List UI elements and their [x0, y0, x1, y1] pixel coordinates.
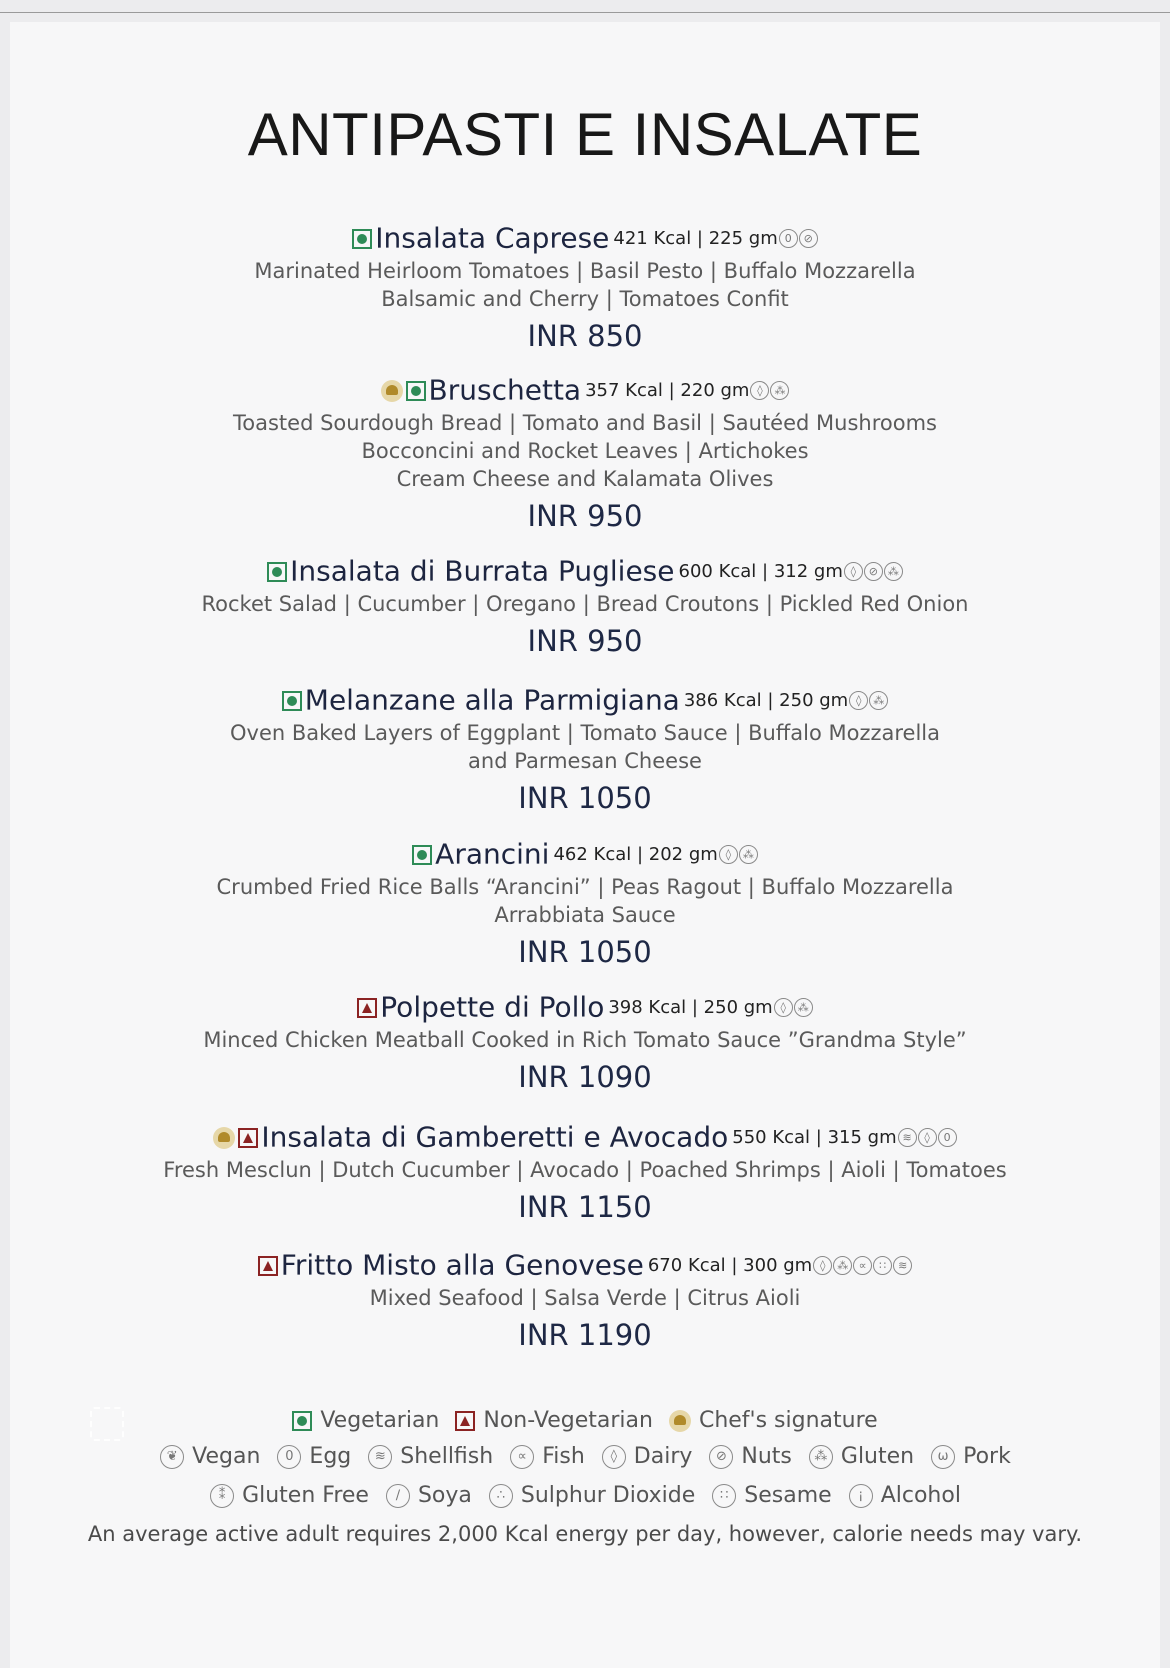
- dish-name: Fritto Misto alla Genovese: [280, 1248, 644, 1282]
- chef-signature-icon: [381, 380, 403, 402]
- dish-description-line: Arrabbiata Sauce: [494, 902, 676, 927]
- dish-header: [10, 1119, 1160, 1156]
- dish-item: [10, 1119, 1160, 1225]
- dish-description-line: Crumbed Fried Rice Balls “Arancini” | Peas Ragout | Buffalo Mozzarella: [216, 874, 954, 899]
- menu-page: [10, 22, 1160, 1668]
- allergen-legend-row-1: [10, 1443, 1160, 1469]
- gluten-icon: ⁂: [794, 998, 813, 1017]
- gluten-icon: ⁂: [809, 1445, 833, 1469]
- gluten-free-icon: ⁑: [210, 1484, 234, 1508]
- non-veg-symbol-icon: [258, 1256, 278, 1276]
- veg-symbol-icon: [352, 229, 372, 249]
- dish-description-line: Fresh Mesclun | Dutch Cucumber | Avocado | Poached Shrimps | Aioli | Tomatoes: [163, 1157, 1007, 1182]
- dish-name: Melanzane alla Parmigiana: [304, 683, 680, 717]
- dish-price: INR 1190: [518, 1317, 652, 1352]
- allergen-legend-row-2: [10, 1482, 1160, 1508]
- dish-description-line: Mixed Seafood | Salsa Verde | Citrus Aioli: [369, 1285, 801, 1310]
- page-title: ANTIPASTI E INSALATE: [247, 101, 923, 168]
- dish-item: [10, 220, 1160, 354]
- dish-price: INR 1050: [518, 934, 652, 969]
- veg-symbol-icon: [412, 845, 432, 865]
- non-veg-symbol-icon: [455, 1411, 475, 1431]
- dish-description-line: Rocket Salad | Cucumber | Oregano | Bread Croutons | Pickled Red Onion: [201, 591, 969, 616]
- legend-label: Vegan: [192, 1443, 261, 1469]
- fish-icon: ∝: [510, 1445, 534, 1469]
- dish-nutrition: 421 Kcal | 225 gm: [613, 227, 778, 249]
- gluten-icon: ⁂: [739, 845, 758, 864]
- dish-header: [10, 836, 1160, 873]
- dish-name: Insalata di Gamberetti e Avocado: [261, 1120, 729, 1154]
- legend-item-egg: [276, 1444, 351, 1469]
- dish-nutrition: 386 Kcal | 250 gm: [683, 689, 849, 711]
- legend-item-gluten-free: [209, 1483, 369, 1508]
- dish-description-line: Oven Baked Layers of Eggplant | Tomato Sauce | Buffalo Mozzarella: [229, 720, 940, 745]
- dish-description-line: Cream Cheese and Kalamata Olives: [396, 466, 774, 491]
- dish-header: [10, 220, 1160, 257]
- legend-label: Shellfish: [400, 1443, 494, 1469]
- legend-label: Sesame: [744, 1482, 832, 1508]
- shellfish-icon: ≋: [893, 1256, 912, 1275]
- sesame-icon: ∷: [712, 1484, 736, 1508]
- top-divider: [0, 12, 1170, 13]
- shellfish-icon: ≋: [898, 1128, 917, 1147]
- dairy-icon: ◊: [844, 562, 863, 581]
- dish-name: Arancini: [435, 837, 550, 871]
- nuts-icon: ⊘: [709, 1445, 733, 1469]
- legend-item-pork: [930, 1444, 1011, 1469]
- sulphur-dioxide-icon: ∴: [489, 1484, 513, 1508]
- alcohol-icon: ¡: [849, 1484, 873, 1508]
- egg-icon: 0: [779, 229, 798, 248]
- dish-item: [10, 682, 1160, 816]
- gluten-icon: ⁂: [869, 691, 888, 710]
- dish-price: INR 1090: [518, 1059, 652, 1094]
- legend-item-nonveg: [455, 1408, 653, 1433]
- legend-item-chef: [669, 1408, 878, 1433]
- dish-nutrition: 670 Kcal | 300 gm: [647, 1254, 813, 1276]
- dish-item: [10, 836, 1160, 970]
- dish-header: [10, 989, 1160, 1026]
- legend-label: Pork: [963, 1443, 1011, 1469]
- chef-signature-icon: [669, 1410, 691, 1432]
- dish-price: INR 950: [527, 623, 643, 658]
- dish-description-line: Toasted Sourdough Bread | Tomato and Basil | Sautéed Mushrooms: [233, 410, 937, 435]
- dish-header: [10, 682, 1160, 719]
- gluten-icon: ⁂: [770, 381, 789, 400]
- dish-header: [10, 372, 1160, 409]
- legend-label: Gluten: [840, 1443, 915, 1469]
- dish-item: [10, 989, 1160, 1095]
- dish-price: INR 950: [527, 498, 643, 533]
- legend-item-alcohol: [848, 1483, 961, 1508]
- dish-description-line: Bocconcini and Rocket Leaves | Artichokes: [361, 438, 809, 463]
- dish-nutrition: 357 Kcal | 220 gm: [585, 379, 750, 401]
- dairy-icon: ◊: [719, 845, 738, 864]
- veg-symbol-icon: [292, 1411, 312, 1431]
- chef-signature-icon: [213, 1127, 235, 1149]
- dish-nutrition: 550 Kcal | 315 gm: [732, 1126, 897, 1148]
- legend-label: Nuts: [741, 1443, 792, 1469]
- nuts-icon: ⊘: [799, 229, 818, 248]
- dish-item: [10, 372, 1160, 534]
- non-veg-symbol-icon: [238, 1128, 258, 1148]
- dish-nutrition: 600 Kcal | 312 gm: [678, 560, 843, 582]
- legend-label: Sulphur Dioxide: [520, 1482, 696, 1508]
- shellfish-icon: ≋: [368, 1445, 392, 1469]
- dish-nutrition: 462 Kcal | 202 gm: [553, 843, 718, 865]
- non-veg-symbol-icon: [357, 998, 377, 1018]
- legend-label: Chef's signature: [698, 1407, 878, 1433]
- veg-symbol-icon: [267, 562, 287, 582]
- dish-name: Polpette di Pollo: [380, 990, 605, 1024]
- legend-label: Egg: [309, 1443, 352, 1469]
- dairy-icon: ◊: [813, 1256, 832, 1275]
- legend-item-soya: [385, 1483, 472, 1508]
- legend-item-dairy: [601, 1444, 693, 1469]
- dish-description-line: Minced Chicken Meatball Cooked in Rich Tomato Sauce ”Grandma Style”: [203, 1027, 967, 1052]
- dish-price: INR 1150: [518, 1189, 652, 1224]
- dish-item: [10, 1247, 1160, 1353]
- pork-icon: ω: [931, 1445, 955, 1469]
- legend-item-gluten: [808, 1444, 914, 1469]
- dairy-icon: ◊: [750, 381, 769, 400]
- nuts-icon: ⊘: [864, 562, 883, 581]
- dairy-icon: ◊: [918, 1128, 937, 1147]
- dish-name: Insalata di Burrata Pugliese: [290, 554, 675, 588]
- dish-description-line: Balsamic and Cherry | Tomatoes Confit: [381, 286, 789, 311]
- fish-icon: ∝: [853, 1256, 872, 1275]
- dish-name: Bruschetta: [428, 373, 582, 407]
- legend-item-veg: [292, 1408, 439, 1433]
- legend-item-fish: [509, 1444, 585, 1469]
- legend-label: Vegetarian: [320, 1407, 440, 1433]
- dish-price: INR 850: [527, 318, 643, 353]
- veg-symbol-icon: [282, 691, 302, 711]
- legend-item-sesame: [711, 1483, 831, 1508]
- dairy-icon: ◊: [774, 998, 793, 1017]
- vegan-icon: ❦: [160, 1445, 184, 1469]
- diet-legend: [10, 1407, 1160, 1433]
- soya-icon: ∕: [386, 1484, 410, 1508]
- egg-icon: 0: [938, 1128, 957, 1147]
- dish-description-line: and Parmesan Cheese: [468, 748, 702, 773]
- dish-nutrition: 398 Kcal | 250 gm: [608, 996, 773, 1018]
- egg-icon: 0: [277, 1445, 301, 1469]
- legend-item-nuts: [708, 1444, 792, 1469]
- legend-item-shellfish: [367, 1444, 493, 1469]
- legend-label: Gluten Free: [242, 1482, 369, 1508]
- dish-header: [10, 553, 1160, 590]
- legend-label: Non-Vegetarian: [483, 1407, 653, 1433]
- legend-label: Alcohol: [880, 1482, 961, 1508]
- gluten-icon: ⁂: [884, 562, 903, 581]
- sesame-icon: ∷: [873, 1256, 892, 1275]
- legend-item-sulphur-dioxide: [488, 1483, 695, 1508]
- dairy-icon: ◊: [849, 691, 868, 710]
- dish-item: [10, 553, 1160, 659]
- dish-header: [10, 1247, 1160, 1284]
- legend-item-vegan: [159, 1444, 260, 1469]
- dish-description-line: Marinated Heirloom Tomatoes | Basil Pesto | Buffalo Mozzarella: [254, 258, 916, 283]
- dairy-icon: ◊: [602, 1445, 626, 1469]
- dish-price: INR 1050: [518, 780, 652, 815]
- legend-label: Fish: [542, 1443, 585, 1469]
- calorie-footnote: An average active adult requires 2,000 Kcal energy per day, however, calorie needs may vary.: [87, 1522, 1083, 1546]
- legend-label: Dairy: [633, 1443, 693, 1469]
- gluten-icon: ⁂: [833, 1256, 852, 1275]
- legend-label: Soya: [417, 1482, 472, 1508]
- veg-symbol-icon: [406, 381, 426, 401]
- dish-name: Insalata Caprese: [375, 221, 610, 255]
